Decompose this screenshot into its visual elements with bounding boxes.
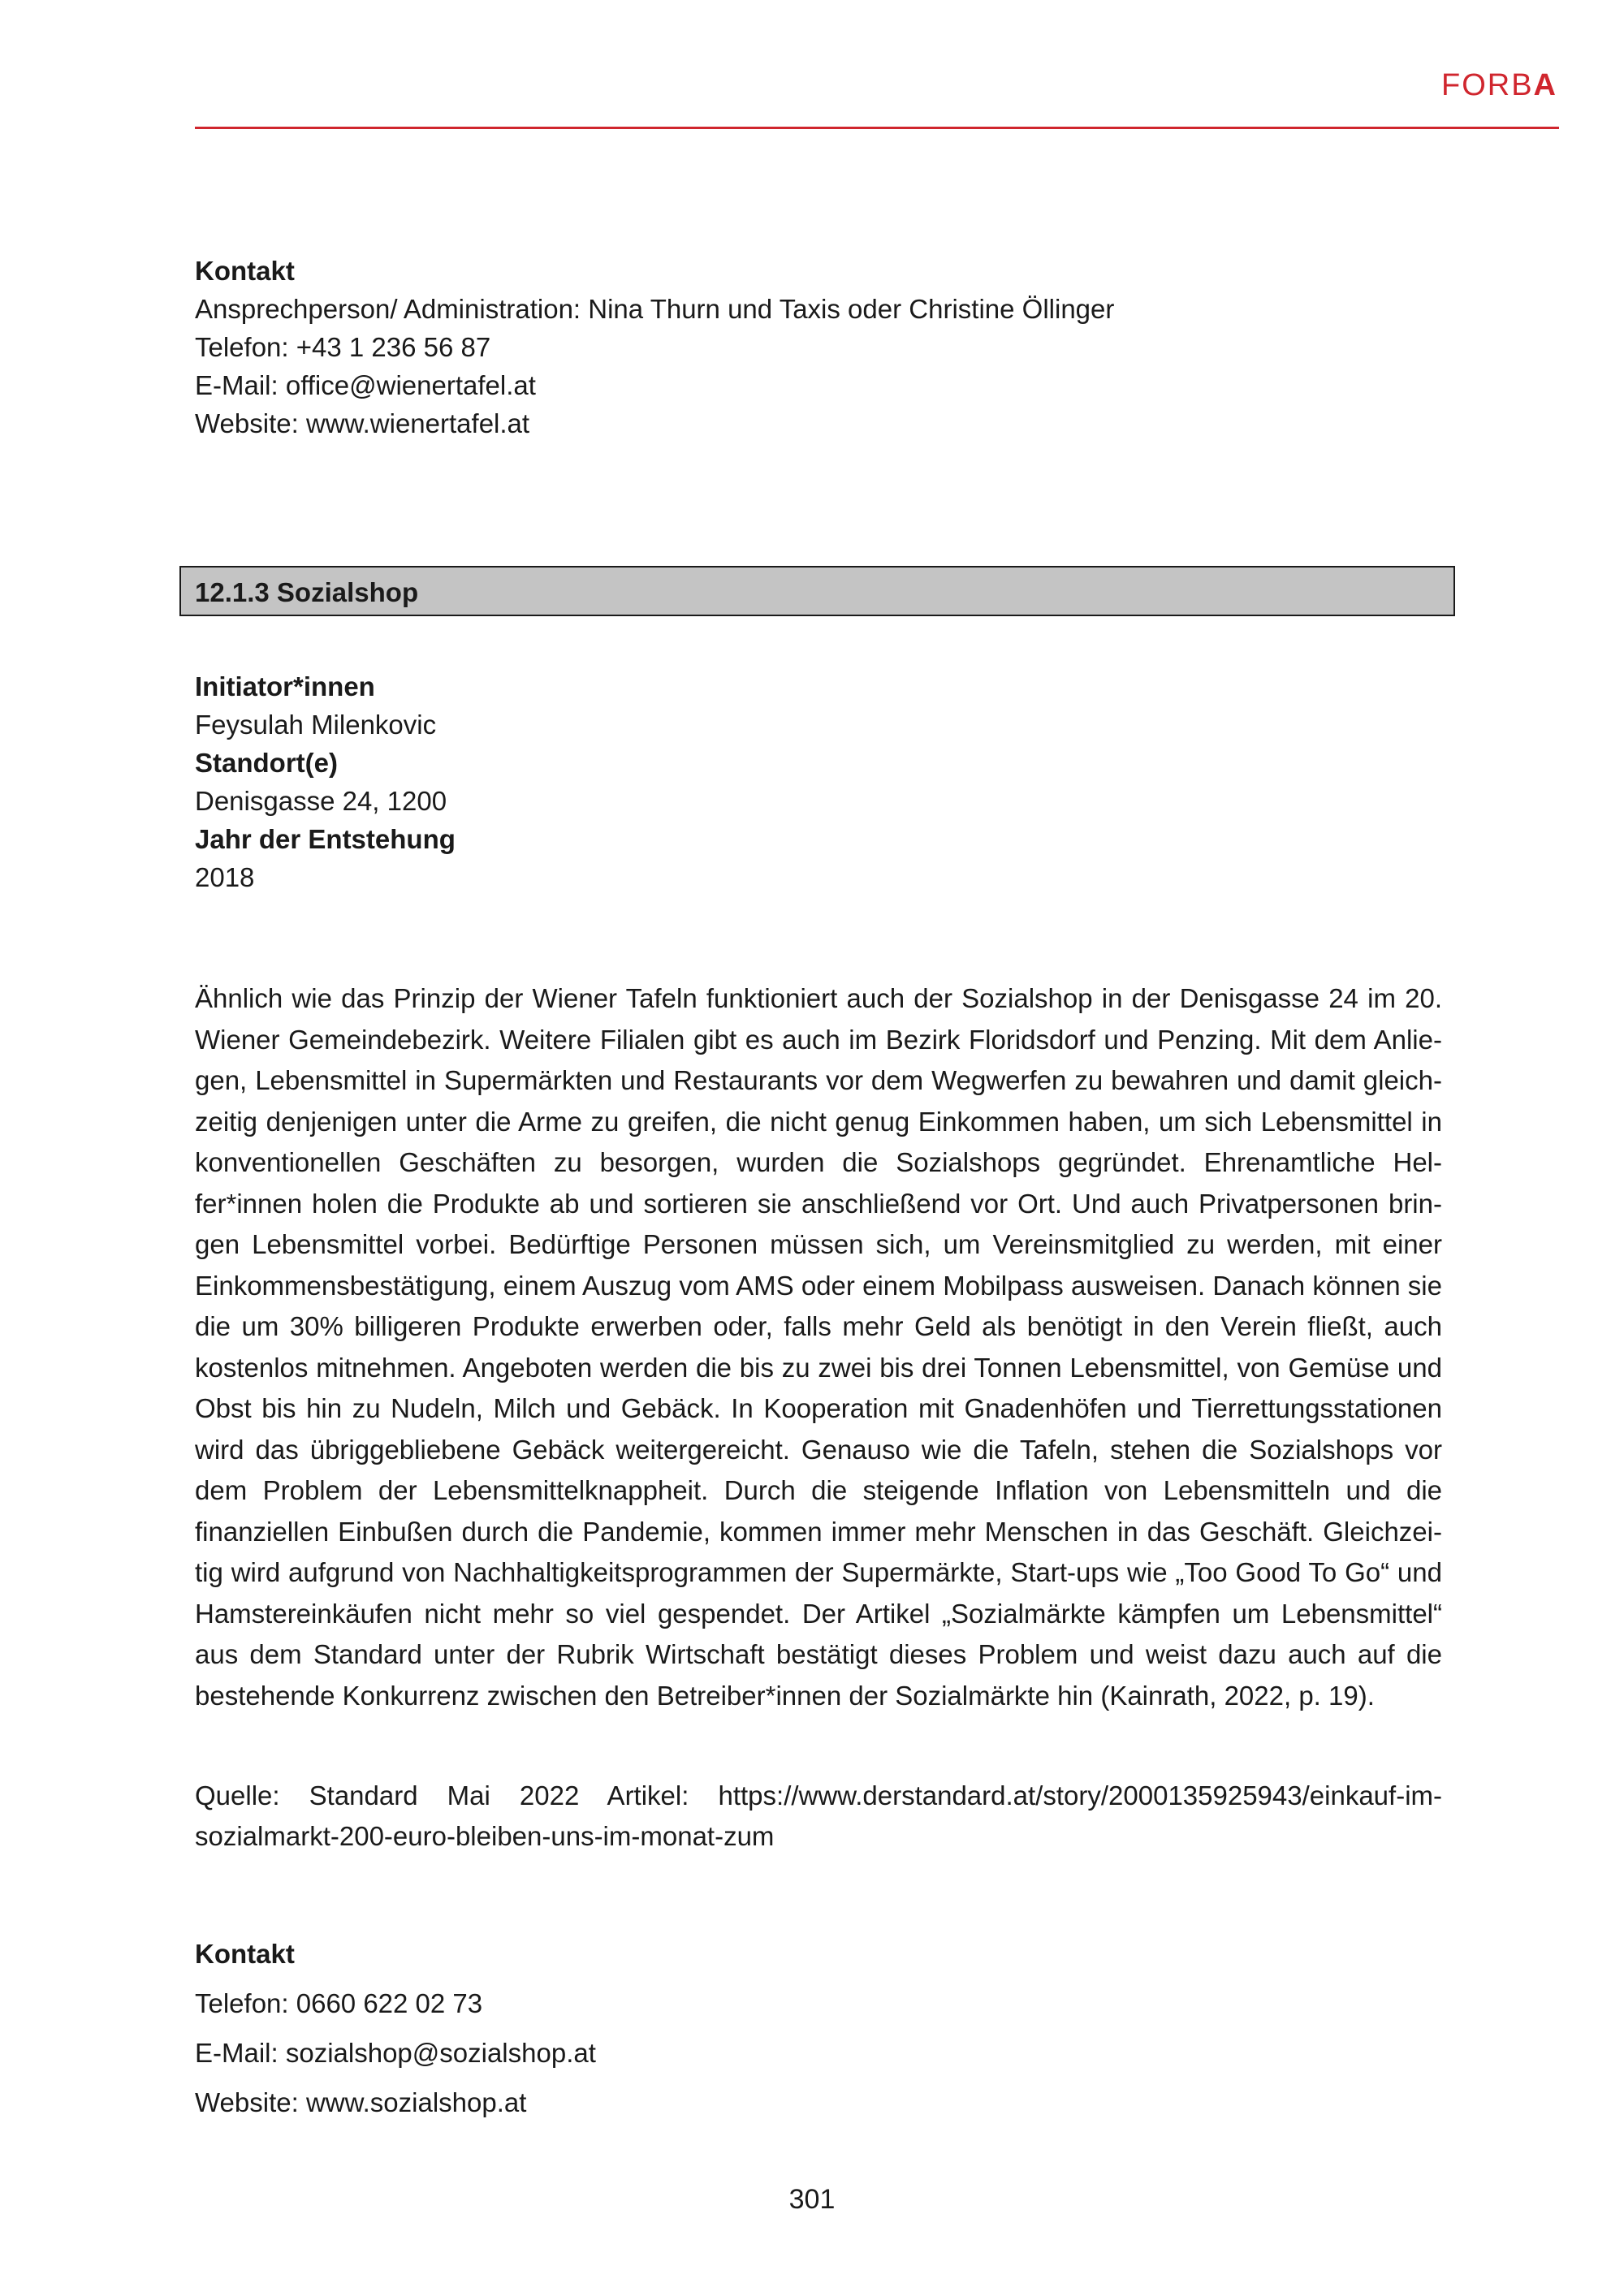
- contact-email: E-Mail: office@wienertafel.at: [195, 370, 536, 400]
- contact-block-wienertafel: [195, 252, 1114, 442]
- contact-person: Ansprechperson/ Administration: Nina Thurn und Taxis oder Christine Öllinger: [195, 294, 1115, 324]
- contact2-heading: Kontakt: [195, 1939, 295, 1969]
- contact-heading: Kontakt: [195, 256, 295, 286]
- section-heading-box: [179, 566, 1455, 616]
- logo-text-bold: A: [1533, 68, 1557, 102]
- forba-logo: [1441, 70, 1557, 101]
- initiators-value: Feysulah Milenkovic: [195, 710, 437, 740]
- year-value: 2018: [195, 862, 255, 892]
- initiators-label: Initiator*innen: [195, 671, 375, 701]
- contact2-email: E-Mail: sozialshop@sozialshop.at: [195, 2038, 596, 2068]
- header-divider: [195, 127, 1559, 129]
- contact-website: Website: www.wienertafel.at: [195, 408, 530, 438]
- project-meta: [195, 667, 456, 896]
- source-line-1: Quelle: Standard Mai 2022 Artikel: https://www.derstandard.at/story/2000135925943/einkauf-im-: [195, 1780, 1442, 1810]
- contact2-website: Website: www.sozialshop.at: [195, 2087, 527, 2117]
- page-number: 301: [788, 2184, 836, 2215]
- contact-phone: Telefon: +43 1 236 56 87: [195, 332, 491, 362]
- contact-block-sozialshop: [195, 1929, 596, 2127]
- body-paragraph: Ähnlich wie das Prinzip der Wiener Tafeln funktioniert auch der Sozialshop in der Denisgasse 24 im 20. Wiener Gemeindebezirk. Weitere Filialen gibt es auch im Bezirk Floridsdorf und Penzing. Mit dem Anliegen, Lebensmittel in Supermärkten und Restaurants vor dem Wegwerfen zu bewahren und damit gleichzeitig denjenigen unter die Arme zu greifen, die nicht genug Einkommen haben, um sich Lebensmittel in konventionellen Geschäften zu besorgen, wurden die Sozialshops gegründet. Ehrenamtliche Helfer*innen holen die Produkte ab und sortieren sie anschließend vor Ort. Und auch Privatpersonen bringen Lebensmittel vorbei. Bedürftige Personen müssen sich, um Vereinsmitglied zu werden, mit einer Einkommensbestätigung, einem Auszug vom AMS oder einem Mobilpass ausweisen. Danach können sie die um 30% billigeren Produkte erwerben oder, falls mehr Geld als benötigt in den Verein fließt, auch kostenlos mitnehmen. Angeboten werden die bis zu zwei bis drei Tonnen Lebensmittel, von Gemüse und Obst bis hin zu Nudeln, Milch und Gebäck. In Kooperation mit Gnadenhöfen und Tierrettungsstationen wird das übriggebliebene Gebäck weitergereicht. Genauso wie die Tafeln, stehen die Sozialshops vor dem Problem der Lebensmittelknappheit. Durch die steigende Inflation von Lebensmitteln und die finanziellen Einbußen durch die Pandemie, kommen immer mehr Menschen in das Geschäft. Gleichzeitig wird aufgrund von Nachhaltigkeitsprogrammen der Supermärkte, Start-ups wie „Too Good To Go“ und Hamstereinkäufen nicht mehr so viel gespendet. Der Artikel „Sozialmärkte kämpfen um Lebensmittel“ aus dem Standard unter der Rubrik Wirtschaft bestätigt dieses Problem und weist dazu auch auf die bestehende Konkurrenz zwischen den Betreiber*innen der Sozialmärkte hin (Kainrath, 2022, p. 19).: [195, 983, 1442, 1711]
- location-label: Standort(e): [195, 748, 338, 778]
- source-line-2: sozialmarkt-200-euro-bleiben-uns-im-monat-zum: [195, 1821, 775, 1851]
- logo-text-regular: FORB: [1440, 68, 1534, 102]
- location-value: Denisgasse 24, 1200: [195, 786, 447, 816]
- source-citation: [195, 1776, 1442, 1857]
- year-label: Jahr der Entstehung: [195, 824, 456, 854]
- contact2-phone: Telefon: 0660 622 02 73: [195, 1988, 483, 2018]
- section-title: 12.1.3 Sozialshop: [195, 577, 419, 607]
